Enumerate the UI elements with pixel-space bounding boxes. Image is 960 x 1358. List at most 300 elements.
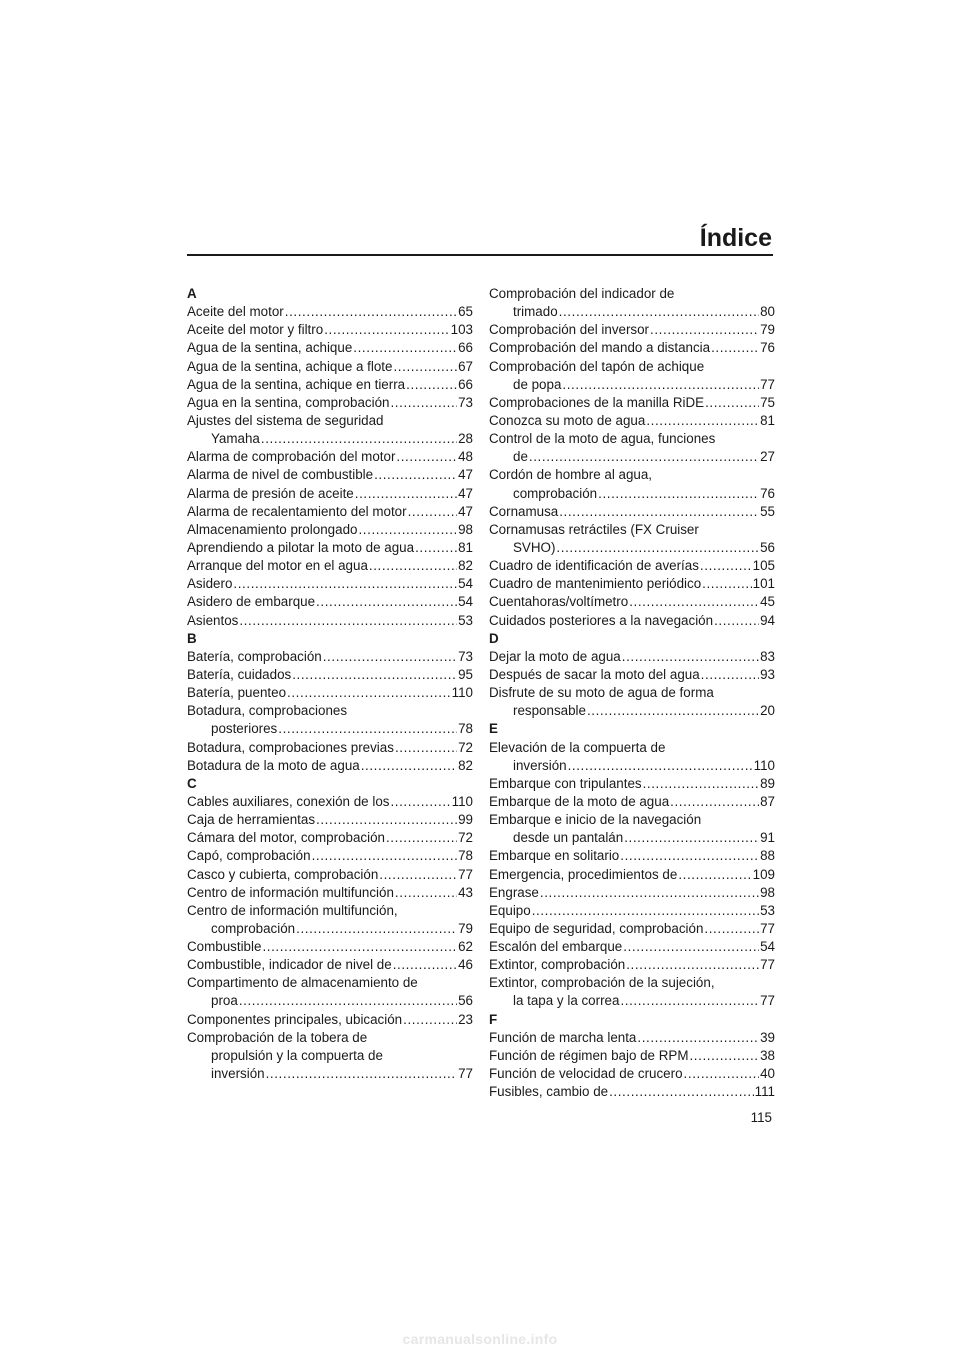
index-entry-line [489, 811, 775, 829]
index-entry-page: 77 [458, 866, 473, 882]
index-entry-page: 73 [458, 648, 473, 664]
dot-leader [239, 992, 457, 1010]
index-entry-page: 56 [760, 539, 775, 555]
index-letter-heading: E [489, 721, 498, 737]
dot-leader [559, 303, 759, 321]
dot-leader [395, 884, 457, 902]
index-entry-text: Batería, comprobación [187, 648, 322, 664]
dot-leader [704, 920, 759, 938]
dot-leader [711, 339, 759, 357]
index-entry-line [187, 956, 473, 974]
index-entry-line [187, 303, 473, 321]
index-entry-text: Agua de la sentina, achique a flote [187, 358, 393, 374]
index-entry-line [489, 485, 775, 503]
index-entry-line [489, 503, 775, 521]
index-entry-page: 66 [458, 340, 473, 356]
index-column-right [489, 285, 775, 1101]
index-entry [187, 702, 473, 738]
dot-leader [369, 557, 457, 575]
dot-leader [262, 938, 457, 956]
index-entry-text: Asidero de embarque [187, 594, 316, 610]
index-entry-text: Casco y cubierta, comprobación [187, 866, 379, 882]
index-entry-line [187, 394, 473, 412]
index-entry [489, 847, 775, 865]
index-entry-text: Caja de herramientas [187, 812, 316, 828]
index-entry-page: 55 [760, 503, 775, 519]
index-entry-text: proa [211, 993, 238, 1009]
index-entry-text: Botadura, comprobaciones [187, 703, 348, 719]
index-entry [489, 775, 775, 793]
dot-leader [386, 829, 457, 847]
index-entry [187, 902, 473, 938]
dot-leader [620, 992, 759, 1010]
index-entry-page: 93 [760, 666, 775, 682]
index-letter-heading: C [187, 775, 197, 791]
index-entry-line [489, 884, 775, 902]
index-entry-page: 110 [451, 685, 473, 701]
page-title: Índice [699, 224, 772, 252]
index-letter-heading: D [489, 630, 499, 646]
index-entry-page: 103 [450, 322, 473, 338]
index-entry-text: Aprendiendo a pilotar la moto de agua [187, 539, 415, 555]
index-entry [187, 557, 473, 575]
index-entry [187, 303, 473, 321]
index-entry [187, 448, 473, 466]
index-entry [187, 485, 473, 503]
index-entry-line [187, 539, 473, 557]
index-entry-text: trimado [513, 304, 558, 320]
index-entry-line [489, 466, 775, 484]
index-entry [489, 1029, 775, 1047]
index-entry-line [489, 648, 775, 666]
index-entry-text: Botadura de la moto de agua [187, 757, 360, 773]
index-entry-page: 78 [458, 848, 473, 864]
index-entry [489, 430, 775, 466]
index-entry [187, 376, 473, 394]
index-entry-page: 28 [458, 431, 473, 447]
index-entry [489, 920, 775, 938]
index-entry-page: 47 [458, 503, 473, 519]
dot-leader [637, 1029, 759, 1047]
index-entry-text: de [513, 449, 528, 465]
dot-leader [395, 739, 457, 757]
index-entry [489, 466, 775, 502]
index-entry-page: 54 [458, 594, 473, 610]
index-entry-line [489, 575, 775, 593]
index-entry [187, 466, 473, 484]
index-entry-page: 105 [752, 558, 775, 574]
index-entry-text: Capó, comprobación [187, 848, 311, 864]
index-entry-page: 87 [760, 793, 775, 809]
index-entry-page: 47 [458, 467, 473, 483]
index-entry-page: 46 [458, 957, 473, 973]
index-entry-line [489, 666, 775, 684]
index-entry-text: Comprobación del tapón de achique [489, 358, 705, 374]
dot-leader [403, 1011, 457, 1029]
dot-leader [393, 358, 457, 376]
index-entry-page: 82 [458, 558, 473, 574]
index-entry [187, 521, 473, 539]
index-entry-page: 89 [760, 775, 775, 791]
index-entry-text: inversión [211, 1066, 265, 1082]
index-entry-text: comprobación [211, 920, 296, 936]
index-entry-page: 72 [458, 830, 473, 846]
dot-leader [374, 466, 457, 484]
index-entry-page: 77 [760, 920, 775, 936]
index-entry-text: Comprobación del mando a distancia [489, 340, 711, 356]
index-entry-page: 56 [458, 993, 473, 1009]
title-rule [187, 254, 773, 256]
index-entry-line [187, 430, 473, 448]
index-entry-line [187, 612, 473, 630]
index-entry [187, 593, 473, 611]
index-entry-text: Cordón de hombre al agua, [489, 467, 653, 483]
index-entry-page: 81 [760, 412, 775, 428]
index-entry-page: 20 [760, 703, 775, 719]
dot-leader [296, 920, 457, 938]
index-entry [187, 684, 473, 702]
index-entry-line [489, 920, 775, 938]
dot-leader [316, 593, 457, 611]
index-entry-text: Escalón del embarque [489, 939, 623, 955]
dot-leader [393, 956, 457, 974]
index-entry [187, 339, 473, 357]
dot-leader [556, 539, 759, 557]
index-entry [187, 612, 473, 630]
index-entry-text: Después de sacar la moto del agua [489, 666, 700, 682]
index-entry-page: 78 [458, 721, 473, 737]
index-entry-text: Emergencia, procedimientos de [489, 866, 678, 882]
index-entry-page: 77 [760, 957, 775, 973]
index-entry-line [187, 992, 473, 1010]
index-entry-line [489, 684, 775, 702]
index-entry-page: 98 [458, 521, 473, 537]
index-entry-page: 94 [760, 612, 775, 628]
index-entry-text: Combustible [187, 939, 262, 955]
index-entry-line [489, 612, 775, 630]
index-entry-line [187, 739, 473, 757]
index-entry-line [187, 684, 473, 702]
dot-leader [684, 1065, 760, 1083]
index-entry [489, 358, 775, 394]
index-entry-line [187, 757, 473, 775]
index-entry-page: 45 [760, 594, 775, 610]
index-entry-line [489, 303, 775, 321]
index-entry-text: Comprobación del inversor [489, 322, 650, 338]
index-entry-text: Yamaha [211, 431, 260, 447]
index-entry-text: Extintor, comprobación de la sujeción, [489, 975, 715, 991]
index-entry-line [187, 720, 473, 738]
index-entry-page: 98 [760, 884, 775, 900]
dot-leader [278, 720, 457, 738]
dot-leader [705, 394, 759, 412]
index-entry [489, 285, 775, 321]
index-entry-text: Elevación de la compuerta de [489, 739, 666, 755]
index-entry-text: Batería, cuidados [187, 666, 292, 682]
dot-leader [408, 503, 458, 521]
index-entry-text: Dejar la moto de agua [489, 648, 621, 664]
index-entry-text: Fusibles, cambio de [489, 1084, 609, 1100]
dot-leader [689, 1047, 759, 1065]
index-entry-text: Compartimento de almacenamiento de [187, 975, 418, 991]
index-entry-line [187, 938, 473, 956]
index-entry-page: 79 [458, 920, 473, 936]
index-entry-text: Botadura, comprobaciones previas [187, 739, 394, 755]
index-entry-line [187, 648, 473, 666]
index-entry [489, 884, 775, 902]
index-entry-line [187, 884, 473, 902]
index-entry-page: 81 [458, 539, 473, 555]
index-entry-line [187, 811, 473, 829]
dot-leader [324, 321, 449, 339]
dot-leader [646, 412, 759, 430]
index-entry [187, 974, 473, 1010]
index-entry-text: Combustible, indicador de nivel de [187, 957, 392, 973]
index-entry-page: 38 [760, 1047, 775, 1063]
index-entry-line [187, 339, 473, 357]
index-entry [489, 648, 775, 666]
index-entry-text: Agua de la sentina, achique [187, 340, 353, 356]
index-entry-page: 54 [760, 939, 775, 955]
dot-leader [587, 702, 759, 720]
index-entry-text: Engrase [489, 884, 539, 900]
index-entry-page: 83 [760, 648, 775, 664]
index-entry [187, 938, 473, 956]
index-entry-page: 110 [451, 793, 473, 809]
index-entry-line [489, 974, 775, 992]
index-entry-text: SVHO) [513, 539, 556, 555]
index-entry-page: 80 [760, 304, 775, 320]
index-entry-line [489, 358, 775, 376]
index-entry [187, 539, 473, 557]
index-entry-page: 77 [458, 1066, 473, 1082]
index-entry-text: Cables auxiliares, conexión de los [187, 793, 390, 809]
index-entry-text: Disfrute de su moto de agua de forma [489, 685, 714, 701]
index-entry-text: de popa [513, 376, 562, 392]
index-entry [489, 412, 775, 430]
index-entry [489, 938, 775, 956]
index-entry-line [187, 1065, 473, 1083]
index-entry-text: Embarque en solitario [489, 848, 620, 864]
dot-leader [379, 866, 457, 884]
index-entry [489, 902, 775, 920]
index-entry-line [187, 1047, 473, 1065]
dot-leader [609, 1083, 754, 1101]
dot-leader [568, 757, 753, 775]
dot-leader [670, 793, 759, 811]
index-entry [187, 503, 473, 521]
index-entry [187, 866, 473, 884]
index-entry-line [489, 321, 775, 339]
index-entry-line [187, 358, 473, 376]
dot-leader [239, 612, 457, 630]
index-entry-line [187, 866, 473, 884]
index-entry [187, 793, 473, 811]
index-entry [489, 739, 775, 775]
index-entry-line [489, 1047, 775, 1065]
dot-leader [390, 793, 450, 811]
index-entry [187, 956, 473, 974]
index-entry-text: Control de la moto de agua, funciones [489, 431, 716, 447]
index-entry-line [187, 593, 473, 611]
index-entry-page: 67 [458, 358, 473, 374]
index-entry-line [489, 394, 775, 412]
index-entry-page: 77 [760, 993, 775, 1009]
dot-leader [358, 521, 457, 539]
index-entry-text: Cuentahoras/voltímetro [489, 594, 629, 610]
index-entry [489, 321, 775, 339]
dot-leader [396, 448, 457, 466]
index-entry-line [489, 285, 775, 303]
dot-leader [353, 339, 457, 357]
index-entry [489, 394, 775, 412]
index-entry-page: 48 [458, 449, 473, 465]
index-entry [489, 866, 775, 884]
index-entry [489, 503, 775, 521]
index-column-left [187, 285, 473, 1083]
dot-leader [598, 485, 759, 503]
index-entry-line [187, 412, 473, 430]
index-entry-line [187, 557, 473, 575]
index-entry [187, 1029, 473, 1083]
index-entry-text: propulsión y la compuerta de [211, 1047, 383, 1063]
index-entry-text: Asientos [187, 612, 239, 628]
dot-leader [285, 303, 457, 321]
dot-leader [559, 503, 759, 521]
index-entry-text: Aceite del motor y filtro [187, 322, 324, 338]
index-entry [489, 956, 775, 974]
dot-leader [287, 684, 451, 702]
index-entry-line [489, 847, 775, 865]
index-entry [489, 593, 775, 611]
index-entry [187, 648, 473, 666]
index-entry-line [187, 485, 473, 503]
index-entry [489, 684, 775, 720]
dot-leader [623, 938, 759, 956]
index-entry-text: Arranque del motor en el agua [187, 558, 368, 574]
index-entry-line [489, 992, 775, 1010]
index-entry-line [187, 902, 473, 920]
index-entry-text: Alarma de nivel de combustible [187, 467, 374, 483]
index-entry-page: 65 [458, 304, 473, 320]
dot-leader [622, 648, 759, 666]
index-entry-text: Embarque e inicio de la navegación [489, 812, 702, 828]
index-entry-text: Embarque con tripulantes [489, 775, 642, 791]
index-entry-line [489, 339, 775, 357]
index-entry-page: 75 [760, 394, 775, 410]
index-entry-line [489, 757, 775, 775]
index-entry-page: 110 [753, 757, 775, 773]
index-entry-text: Cornamusa [489, 503, 559, 519]
index-entry-line [187, 448, 473, 466]
index-entry [187, 757, 473, 775]
index-entry-text: Equipo de seguridad, comprobación [489, 920, 704, 936]
dot-leader [626, 956, 759, 974]
index-entry-text: posteriores [211, 721, 278, 737]
index-entry-line [187, 666, 473, 684]
index-entry-text: Comprobaciones de la manilla RiDE [489, 394, 705, 410]
index-entry-text: Cámara del motor, comprobación [187, 830, 385, 846]
index-entry-line [187, 521, 473, 539]
index-entry-line [489, 739, 775, 757]
index-entry [187, 321, 473, 339]
dot-leader [292, 666, 457, 684]
index-entry-line [187, 793, 473, 811]
index-entry-line [489, 557, 775, 575]
dot-leader [620, 847, 759, 865]
index-entry [489, 1065, 775, 1083]
index-entry-page: 82 [458, 757, 473, 773]
index-entry-line [187, 702, 473, 720]
dot-leader [355, 485, 457, 503]
index-entry [187, 811, 473, 829]
index-entry-page: 66 [458, 376, 473, 392]
dot-leader [361, 757, 457, 775]
index-entry-page: 109 [752, 866, 775, 882]
index-entry [187, 575, 473, 593]
index-entry [187, 358, 473, 376]
index-entry-text: Asidero [187, 576, 233, 592]
index-entry-line [489, 775, 775, 793]
index-entry-text: Cuidados posteriores a la navegación [489, 612, 714, 628]
index-entry [489, 557, 775, 575]
index-entry-text: desde un pantalán [513, 830, 624, 846]
index-entry-page: 47 [458, 485, 473, 501]
index-entry-text: Equipo [489, 902, 531, 918]
index-entry-page: 79 [760, 322, 775, 338]
index-entry-text: Conozca su moto de agua [489, 412, 646, 428]
dot-leader [233, 575, 457, 593]
index-entry-line [187, 466, 473, 484]
dot-leader [261, 430, 457, 448]
index-entry-page: 95 [458, 666, 473, 682]
index-entry [489, 974, 775, 1010]
index-entry-line [187, 503, 473, 521]
dot-leader [701, 666, 759, 684]
dot-leader [390, 394, 457, 412]
index-entry-line [489, 1083, 775, 1101]
index-entry-text: Componentes principales, ubicación [187, 1011, 403, 1027]
index-entry-text: Comprobación del indicador de [489, 286, 675, 301]
index-entry [187, 847, 473, 865]
index-entry [187, 666, 473, 684]
index-entry [187, 829, 473, 847]
index-entry-text: Agua en la sentina, comprobación [187, 394, 390, 410]
index-entry-text: Alarma de presión de aceite [187, 485, 354, 501]
index-entry-line [187, 847, 473, 865]
dot-leader [532, 902, 759, 920]
index-entry-line [489, 829, 775, 847]
dot-leader [643, 775, 760, 793]
dot-leader [678, 866, 751, 884]
index-entry [489, 521, 775, 557]
index-entry-text: Centro de información multifunción [187, 884, 394, 900]
dot-leader [415, 539, 457, 557]
index-entry-line [489, 702, 775, 720]
index-entry [187, 739, 473, 757]
dot-leader [406, 376, 457, 394]
index-entry-page: 23 [458, 1011, 473, 1027]
index-entry-text: Cuadro de identificación de averías [489, 558, 699, 574]
index-entry [187, 1011, 473, 1029]
index-entry [489, 575, 775, 593]
index-entry [489, 339, 775, 357]
dot-leader [650, 321, 759, 339]
index-entry-line [489, 1065, 775, 1083]
dot-leader [562, 376, 759, 394]
dot-leader [624, 829, 759, 847]
index-entry [489, 666, 775, 684]
